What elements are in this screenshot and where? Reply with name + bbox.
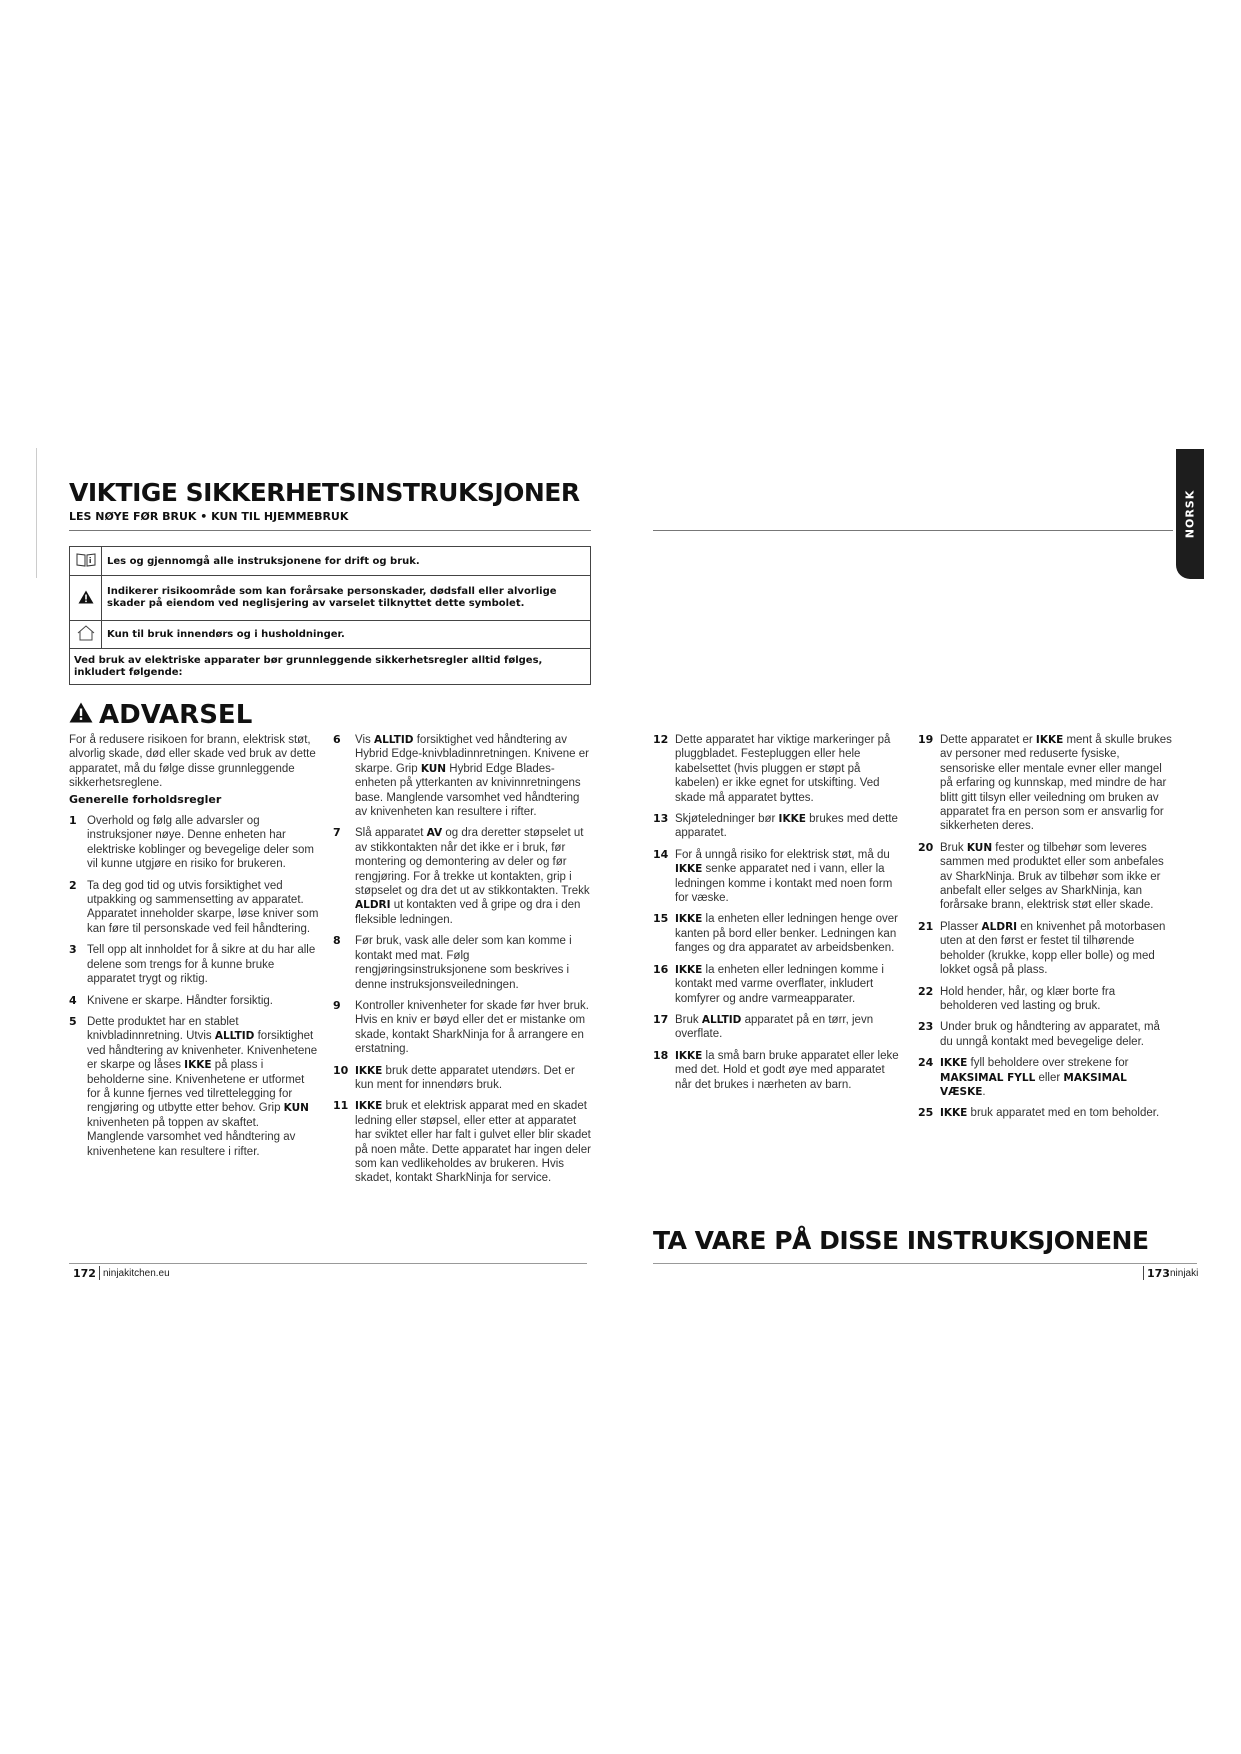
language-tab-label: NORSK <box>1183 489 1197 539</box>
symbol-footer-row <box>70 649 591 685</box>
column-4 <box>918 733 1174 1121</box>
emphasis-text: IKKE <box>1035 734 1064 746</box>
instruction-item <box>918 985 1174 1014</box>
instruction-text: For å unngå risiko for elektrisk støt, må du <box>675 848 890 861</box>
instruction-number: 18 <box>653 1048 669 1062</box>
instruction-text: bruk apparatet med en tom beholder. <box>967 1107 1160 1120</box>
instruction-text: senke apparatet ned i vann, eller la ledningen komme i kontakt med noen form for væske. <box>675 863 893 905</box>
emphasis-text: IKKE <box>940 1107 968 1120</box>
emphasis-text: AV <box>426 827 443 840</box>
symbol-cell <box>70 547 102 576</box>
instruction-list <box>333 733 593 1186</box>
instruction-text: Plasser <box>940 920 982 933</box>
instruction-number: 17 <box>653 1012 669 1026</box>
emphasis-text: IKKE <box>675 863 703 876</box>
left-footer-rule <box>69 1263 587 1264</box>
language-tab <box>1176 449 1204 579</box>
instruction-text: brukes med dette apparatet. <box>675 813 898 840</box>
warning-triangle-icon <box>69 700 93 730</box>
instruction-text: Tell opp alt innholdet for å sikre at du har alle delene som trengs for å kunne bruke apparatet trygt og riktig. <box>87 944 316 986</box>
emphasis-text: ALLTID <box>701 1013 742 1026</box>
right-top-rule <box>653 530 1173 531</box>
instruction-text: Dette produktet har en stablet knivbladinnretning. Utvis <box>87 1015 239 1043</box>
instruction-text: la små barn bruke apparatet eller leke med det. Hold et godt øye med apparatet når det brukes i nærheten av barn. <box>675 1049 899 1091</box>
symbol-table <box>69 546 591 685</box>
instruction-item <box>69 994 319 1008</box>
emphasis-text: ALLTID <box>373 734 414 746</box>
column-2 <box>333 733 593 1186</box>
instruction-number: 11 <box>333 1099 349 1113</box>
symbol-text: Kun til bruk innendørs og i husholdninger. <box>102 621 591 649</box>
instruction-number: 1 <box>69 814 77 828</box>
instruction-number: 2 <box>69 878 77 892</box>
instruction-number: 5 <box>69 1014 77 1028</box>
instruction-number: 13 <box>653 812 669 826</box>
instruction-text: bruk et elektrisk apparat med en skadet ledning eller støpsel, eller etter at apparatet har sviktet eller har falt i gulvet eller blir skadet på noen måte. Dette apparatet har ingen deler som kan vedlikeholdes av brukeren. Hvis skadet, kontakt SharkNinja for service. <box>355 1100 591 1185</box>
general-heading: Generelle forholdsregler <box>69 792 222 806</box>
instruction-text: . <box>982 1085 986 1098</box>
instruction-text: Før bruk, vask alle deler som kan komme i kontakt med mat. Følg rengjøringsinstruksjonene som beskrives i denne instruksjonsveiledningen. <box>355 935 572 991</box>
instruction-item <box>918 1056 1174 1099</box>
instruction-item <box>333 999 593 1057</box>
emphasis-text: KUN <box>966 841 993 854</box>
warning-heading <box>69 700 252 730</box>
symbol-row <box>70 576 591 621</box>
closing-heading: TA VARE PÅ DISSE INSTRUKSJONENE <box>653 1226 1149 1255</box>
symbol-cell <box>70 576 102 621</box>
warning-intro: For å redusere risikoen for brann, elektrisk støt, alvorlig skade, død eller skade ved bruk av dette apparatet, må du følge disse grunnleggende sikkerhetsreglene. <box>69 734 316 790</box>
instruction-item <box>69 879 319 937</box>
instruction-text: og dra deretter støpselet ut av stikkontakten når det ikke er i bruk, før montering og demontering av deler og før rengjøring. For å trekke ut kontakten, grip i støpselet og dra det ut av stikkontakten. Trekk <box>355 827 590 898</box>
instruction-item <box>653 848 903 906</box>
instruction-item <box>69 1015 319 1159</box>
warning-heading-text: ADVARSEL <box>99 700 253 730</box>
instruction-number: 15 <box>653 912 669 926</box>
instruction-text: ut kontakten ved å gripe og dra i den fleksible ledningen. <box>355 899 581 926</box>
emphasis-text: IKKE <box>355 1064 383 1077</box>
instruction-text: Slå apparatet <box>355 827 427 840</box>
emphasis-text: IKKE <box>184 1059 212 1072</box>
instruction-number: 10 <box>333 1063 349 1077</box>
house-icon <box>76 633 96 644</box>
instruction-text: Bruk <box>940 841 967 854</box>
instruction-number: 24 <box>918 1056 934 1070</box>
instruction-number: 9 <box>333 998 341 1012</box>
symbol-cell <box>70 621 102 649</box>
left-footer <box>73 1266 170 1280</box>
emphasis-text: IKKE <box>355 1100 383 1113</box>
emphasis-text: ALDRI <box>981 920 1018 933</box>
page-edge-line <box>36 448 37 578</box>
instruction-text: la enheten eller ledningen henge over kanten på bord eller benker. Ledningen kan fanges og dra apparatet av arbeidsbenken. <box>675 913 899 955</box>
instruction-text: Vis <box>355 734 374 746</box>
instruction-number: 4 <box>69 993 77 1007</box>
instruction-number: 6 <box>333 733 341 746</box>
instruction-text: forsiktighet ved håndtering av knivenheter. Knivenhetene er skarpe og låses <box>87 1030 318 1072</box>
instruction-item <box>918 1106 1174 1120</box>
right-footer <box>1140 1266 1241 1280</box>
instruction-text: ment å skulle brukes av personer med reduserte fysiske, sensoriske eller mentale evner eller mangel på erfaring og kunnskap, med mindre de har blitt gitt tilsyn eller veiledning om bruken av apparatet fra en person som er ansvarlig for sikkerheten deres. <box>940 734 1172 833</box>
instruction-text: Under bruk og håndtering av apparatet, må du unngå kontakt med bevegelige deler. <box>940 1021 1160 1048</box>
emphasis-text: IKKE <box>675 1049 703 1062</box>
instruction-text: Knivene er skarpe. Håndter forsiktig. <box>87 994 274 1007</box>
instruction-item <box>333 1064 593 1093</box>
symbol-row <box>70 547 591 576</box>
instruction-text: forsiktighet ved håndtering av Hybrid Edge-knivbladinnretningen. Knivene er skarpe. Grip <box>355 734 589 775</box>
emphasis-text: IKKE <box>940 1057 968 1070</box>
instruction-text: la enheten eller ledningen komme i kontakt med varme overflater, inkludert komfyrer og andre varmeapparater. <box>675 963 884 1005</box>
instruction-list <box>69 814 319 1159</box>
instruction-item <box>333 826 593 927</box>
emphasis-text: IKKE <box>778 813 806 826</box>
instruction-text: fyll beholdere over strekene for <box>967 1057 1129 1070</box>
instruction-item <box>653 1013 903 1042</box>
instruction-text: på plass i beholderne sine. Knivenhetene er utformet for å kunne fjernes ved tilrettelegging for rengjøring og utbytte etter behov. Grip <box>87 1059 305 1115</box>
instruction-number: 3 <box>69 943 77 957</box>
instruction-number: 21 <box>918 919 934 933</box>
emphasis-text: MAKSIMAL VÆSKE <box>940 1071 1127 1098</box>
instruction-text: Dette apparatet er <box>940 734 1036 746</box>
footer-separator <box>1143 1266 1144 1280</box>
instruction-text: Hold hender, hår, og klær borte fra beholderen ved lasting og bruk. <box>940 985 1116 1012</box>
instruction-text: Kontroller knivenheter for skade før hver bruk. Hvis en kniv er bøyd eller det er mistanke om skade, kontakt SharkNinja for å arrangere en erstatning. <box>355 999 589 1056</box>
left-site: ninjakitchen.eu <box>102 1267 170 1279</box>
symbol-footer: Ved bruk av elektriske apparater bør grunnleggende sikkerhetsregler alltid følges, inkludert følgende: <box>70 649 591 685</box>
instruction-text: Dette apparatet har viktige markeringer på pluggbladet. Festepluggen eller hele kabelsettet (hvis pluggen er støpt på kabelen) er ikke egnet for utskifting. Ved skade må apparatet byttes. <box>675 734 891 804</box>
instruction-item <box>653 1049 903 1092</box>
page-title: VIKTIGE SIKKERHETSINSTRUKSJONER <box>69 478 580 507</box>
emphasis-text: IKKE <box>675 913 703 926</box>
instruction-text: en knivenhet på motorbasen uten at den først er festet til tilhørende beholder (krukke, kopp eller bolle) og med lokket også på plass. <box>940 920 1166 977</box>
instruction-item <box>69 814 319 872</box>
instruction-number: 22 <box>918 984 934 998</box>
instruction-text: Hybrid Edge Blades-enheten på ytterkanten av knivinnretningens base. Manglende varsomhet ved håndtering av knivenheten kan resultere i rifter. <box>355 762 581 819</box>
title-rule <box>69 530 591 531</box>
emphasis-text: KUN <box>283 1102 309 1115</box>
instruction-text: Overhold og følg alle advarsler og instruksjoner nøye. Denne enheten har elektriske koblinger og bevegelige deler som vil kunne utgjøre en risiko for brukeren. <box>87 815 314 871</box>
instruction-item <box>918 733 1174 834</box>
instruction-number: 16 <box>653 962 669 976</box>
instruction-text: fester og tilbehør som leveres sammen med produktet eller som anbefales av SharkNinja. Bruk av tilbehør som ikke er anbefalt eller selges av SharkNinja, kan forårsake brann, elektrisk støt eller skade. <box>940 841 1164 912</box>
instruction-item <box>653 812 903 841</box>
instruction-number: 12 <box>653 733 669 746</box>
symbol-text: Indikerer risikoområde som kan forårsake personskader, dødsfall eller alvorlige skader på eiendom ved neglisjering av varselet tilknyttet dette symbolet. <box>102 576 591 621</box>
right-footer-rule <box>653 1263 1197 1264</box>
right-page-number: 173 <box>1147 1266 1170 1280</box>
instruction-list <box>653 733 903 1092</box>
instruction-item <box>653 963 903 1006</box>
emphasis-text: KUN <box>420 762 447 775</box>
instruction-item <box>333 1099 593 1185</box>
footer-separator <box>99 1266 100 1280</box>
instruction-number: 14 <box>653 847 669 861</box>
instruction-number: 20 <box>918 840 934 854</box>
instruction-text: Ta deg god tid og utvis forsiktighet ved utpakking og sammensetting av apparatet. Apparatet inneholder skarpe, løse kniver som kan føre til personskade ved feil håndtering. <box>87 879 319 935</box>
instruction-text: Bruk <box>675 1013 702 1026</box>
instruction-number: 23 <box>918 1020 934 1034</box>
instruction-text: bruk dette apparatet utendørs. Det er kun ment for innendørs bruk. <box>355 1064 575 1091</box>
column-3 <box>653 733 903 1092</box>
instruction-text: eller <box>1035 1071 1064 1084</box>
instruction-text: Skjøteledninger bør <box>675 813 779 826</box>
instruction-item <box>918 1020 1174 1049</box>
emphasis-text: ALDRI <box>355 899 391 912</box>
instruction-list <box>918 733 1174 1121</box>
instruction-item <box>653 733 903 805</box>
symbol-text: Les og gjennomgå alle instruksjonene for drift og bruk. <box>102 547 591 576</box>
right-site: ninjaki <box>1169 1267 1199 1279</box>
page-subtitle: LES NØYE FØR BRUK • KUN TIL HJEMMEBRUK <box>69 510 349 523</box>
symbol-row <box>70 621 591 649</box>
instruction-number: 8 <box>333 934 341 948</box>
left-page-number: 172 <box>73 1266 96 1280</box>
instruction-item <box>333 934 593 992</box>
instruction-item <box>69 943 319 986</box>
emphasis-text: ALLTID <box>214 1030 255 1043</box>
instruction-item <box>918 920 1174 978</box>
instruction-number: 19 <box>918 733 934 746</box>
book-info-icon <box>75 560 97 571</box>
instruction-item <box>333 733 593 819</box>
instruction-text: apparatet på en tørr, jevn overflate. <box>675 1013 874 1041</box>
instruction-item <box>653 912 903 955</box>
instruction-number: 7 <box>333 826 341 840</box>
instruction-item <box>918 841 1174 913</box>
column-1 <box>69 733 319 1159</box>
emphasis-text: IKKE <box>675 963 703 976</box>
instruction-text: knivenheten på toppen av skaftet. Manglende varsomhet ved håndtering av knivenhetene kan resultere i rifter. <box>87 1116 296 1158</box>
instruction-number: 25 <box>918 1106 934 1120</box>
emphasis-text: MAKSIMAL FYLL <box>940 1071 1036 1084</box>
warning-triangle-icon <box>78 596 94 607</box>
